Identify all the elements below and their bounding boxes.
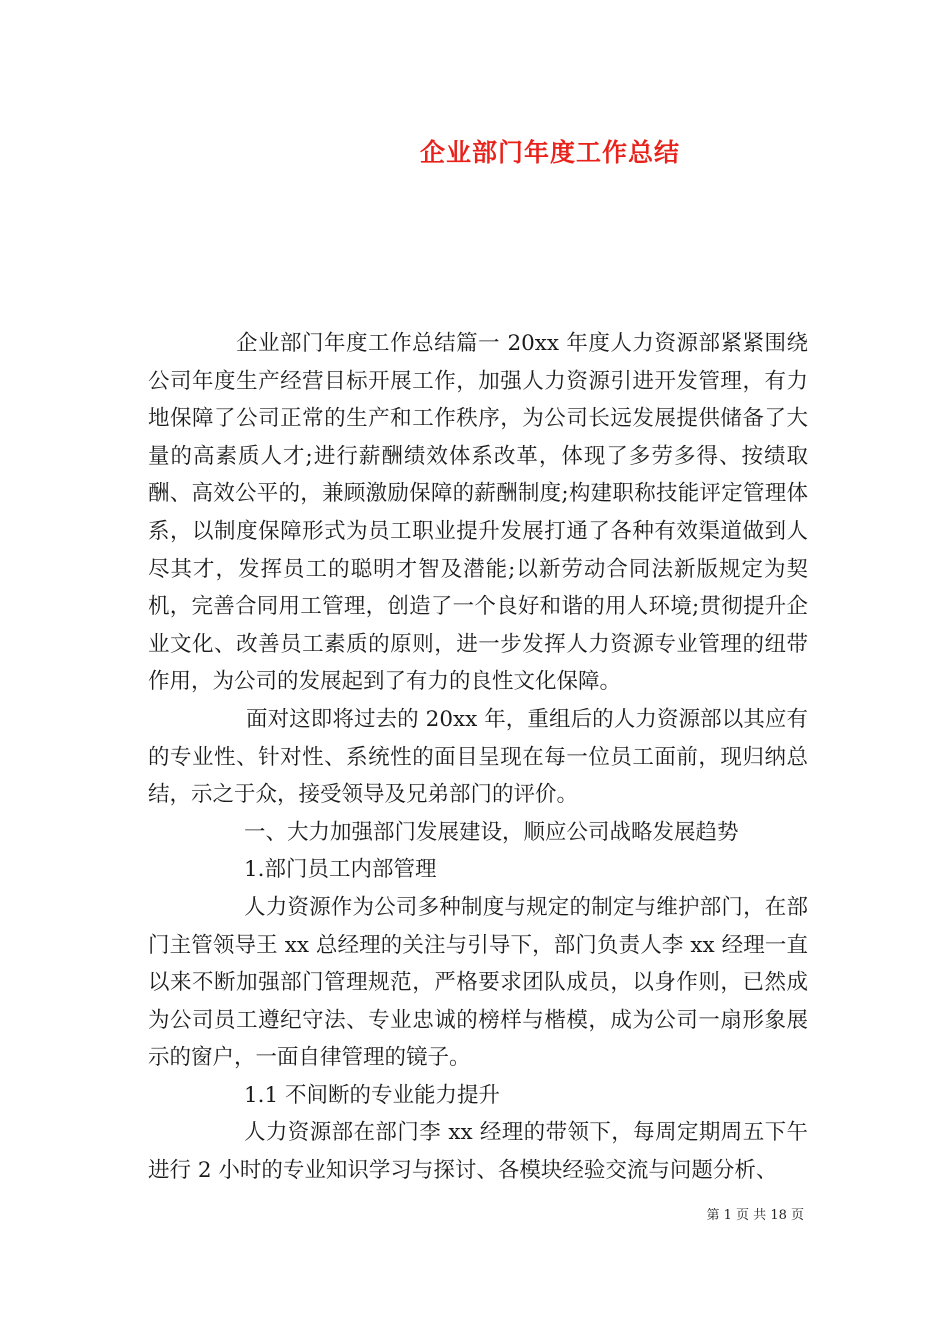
- section-heading-1: 一、大力加强部门发展建设，顺应公司战略发展趋势: [244, 819, 739, 845]
- subsection-heading-1: 1.部门员工内部管理: [244, 857, 437, 883]
- page-number: 第 1 页 共 18 页: [706, 1208, 804, 1223]
- paragraph-dept-management: 人力资源作为公司多种制度与规定的制定与维护部门，在部门主管领导王 xx 总经理的关注与引导下，部门负责人李 xx 经理一直以来不断加强部门管理规范，严格要求团队成员，以身作则，已然成为公司员工遵纪守法、专业忠诚的榜样与楷模，成为公司一扇形象展示的窗户，一面自律管理的镜子。: [148, 894, 808, 1071]
- document-title: 企业部门年度工作总结: [419, 138, 680, 167]
- paragraph-training: 人力资源部在部门李 xx 经理的带领下，每周定期周五下午进行 2 小时的专业知识学习与探讨、各模块经验交流与问题分析、: [148, 1120, 808, 1184]
- document-body: [148, 325, 808, 1190]
- subsection-heading-1-1: 1.1 不间断的专业能力提升: [244, 1082, 501, 1108]
- paragraph-intro: 企业部门年度工作总结篇一 20xx 年度人力资源部紧紧围绕公司年度生产经营目标开展工作，加强人力资源引进开发管理，有力地保障了公司正常的生产和工作秩序，为公司长远发展提供储备了大量的高素质人才;进行薪酬绩效体系改革，体现了多劳多得、按绩取酬、高效公平的，兼顾激励保障的薪酬制度;构建职称技能评定管理体系，以制度保障形式为员工职业提升发展打通了各种有效渠道做到人尽其才，发挥员工的聪明才智及潜能;以新劳动合同法新版规定为契机，完善合同用工管理，创造了一个良好和谐的用人环境;贯彻提升企业文化、改善员工素质的原则，进一步发挥人力资源专业管理的纽带作用，为公司的发展起到了有力的良性文化保障。: [148, 331, 808, 695]
- paragraph-summary: 面对这即将过去的 20xx 年，重组后的人力资源部以其应有的专业性、针对性、系统性的面目呈现在每一位员工面前，现归纳总结，示之于众，接受领导及兄弟部门的评价。: [148, 706, 808, 808]
